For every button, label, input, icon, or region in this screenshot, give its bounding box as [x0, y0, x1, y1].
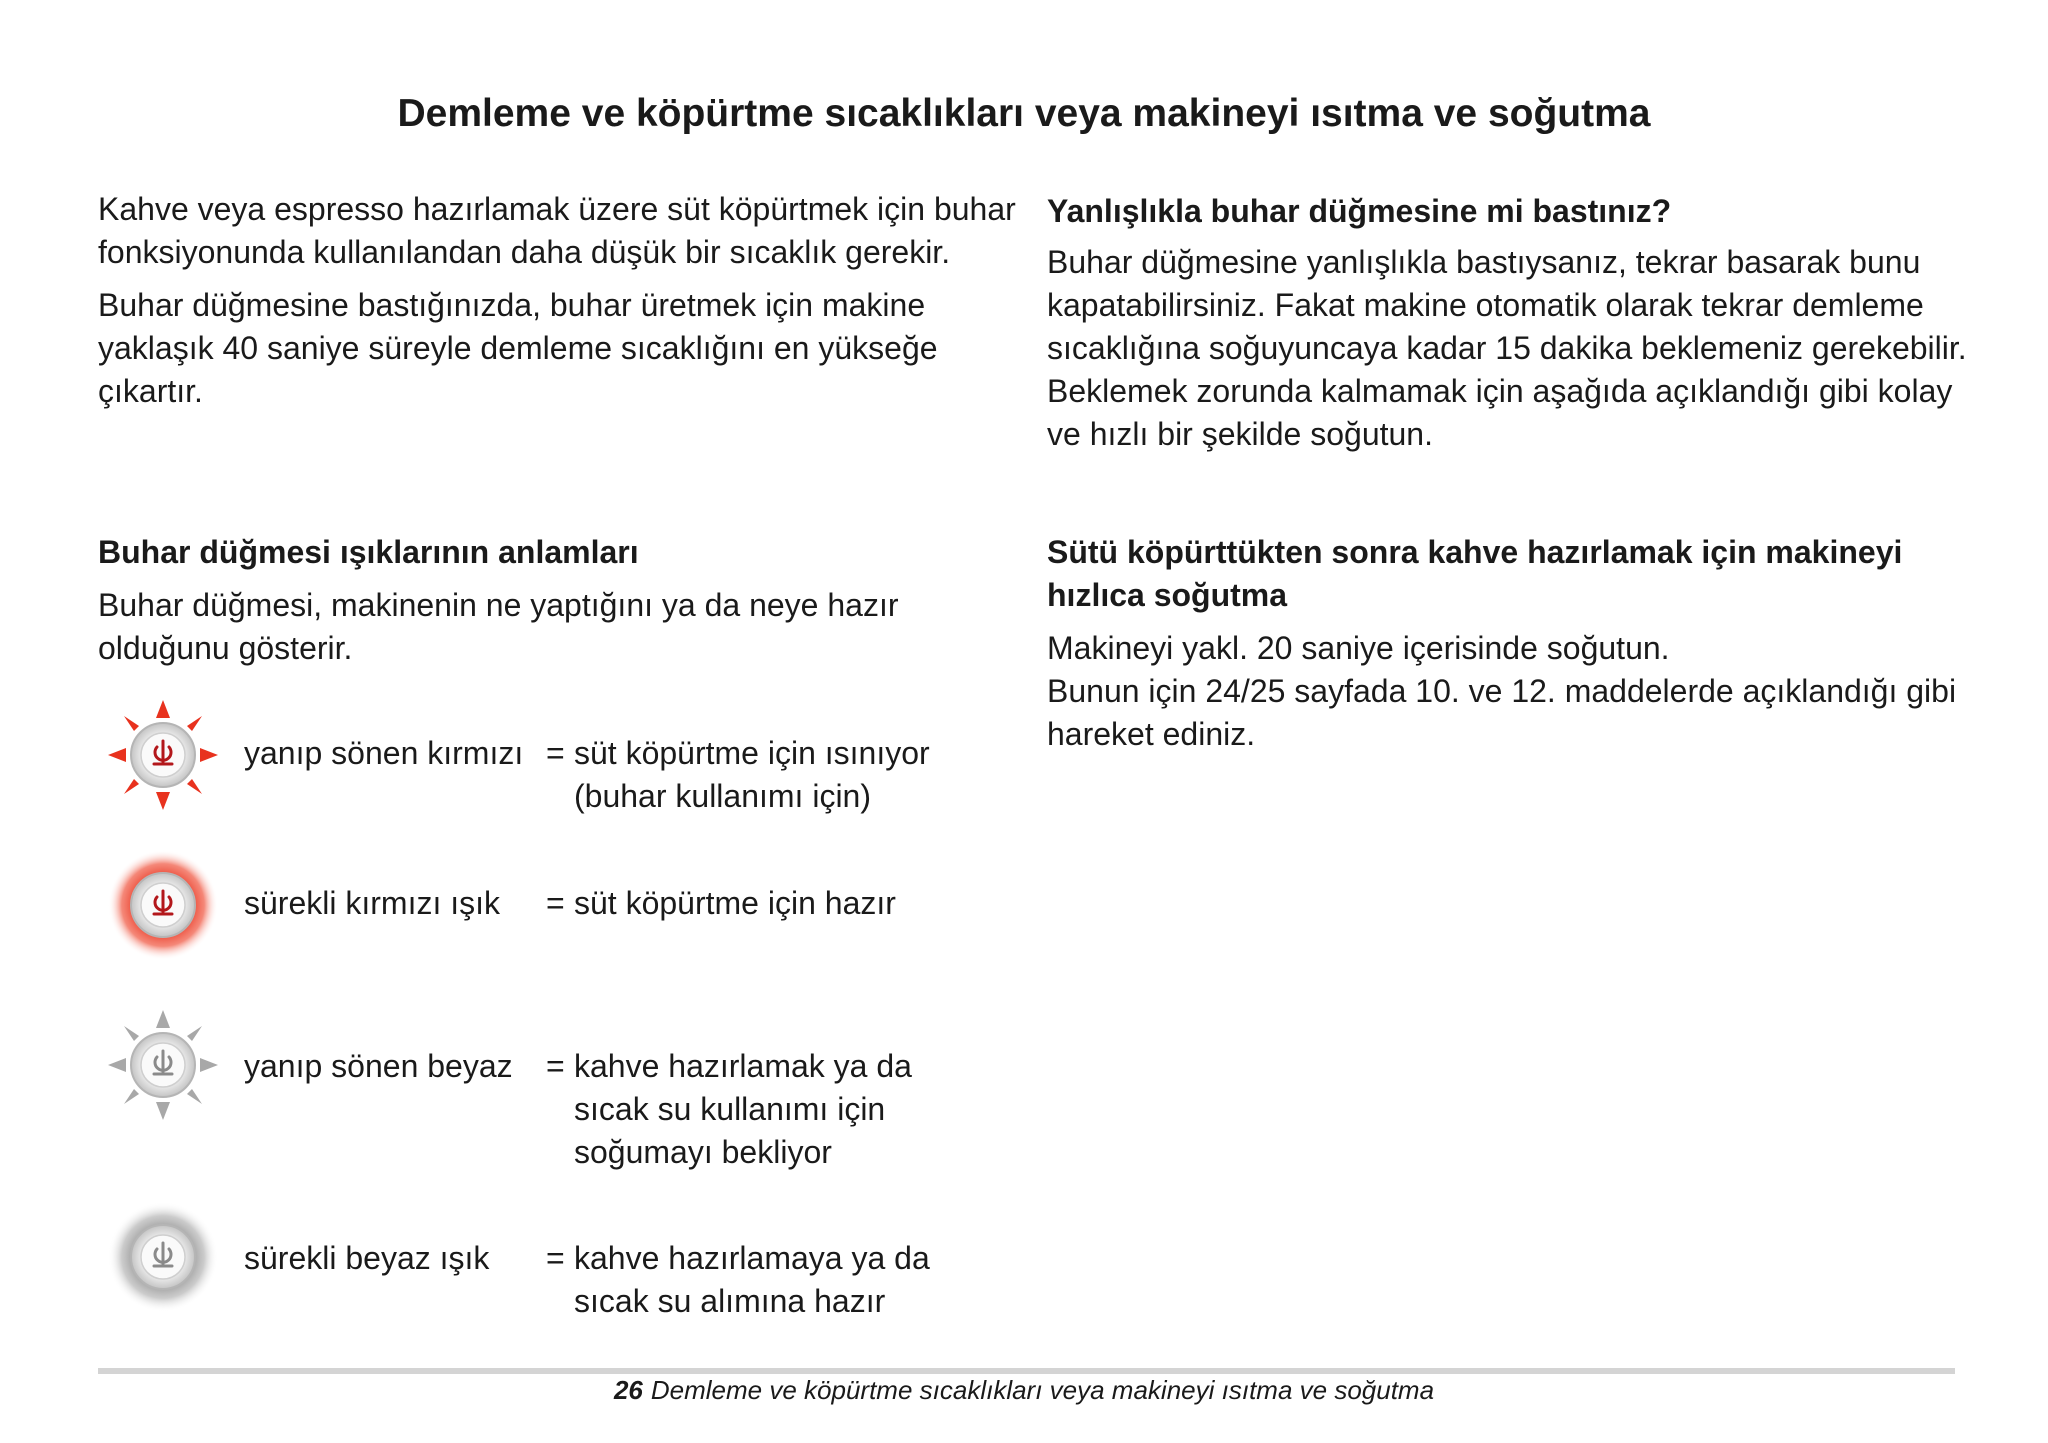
steam-button-steady-white-icon [108, 1202, 218, 1312]
accidental-press-paragraph: Buhar düğmesine yanlışlıkla bastıysanız, tekrar basarak bunu kapatabilirsiniz. Fakat makine otomatik olarak tekrar demleme sıcaklığına soğuyuncaya kadar 15 dakika beklemeniz gerekebilir. Beklemek zorunda kalmamak için aşağıda açıklandığı gibi kolay ve hızlı bir şekilde soğutun. [1047, 244, 1967, 452]
quick-cool-section [1047, 531, 1987, 766]
legend-label: sürekli kırmızı ışık [244, 885, 501, 921]
legend-label: yanıp sönen beyaz [244, 1048, 513, 1084]
legend-row-steady-white [98, 1202, 1018, 1322]
legend-row-flashing-red [98, 700, 1018, 820]
legend-description: kahve hazırlamak ya da sıcak su kullanımı için soğumayı bekliyor [574, 1048, 912, 1170]
legend-equals: = [546, 885, 565, 921]
light-meaning-paragraph: Buhar düğmesi, makinenin ne yaptığını ya da neye hazır olduğunu gösterir. [98, 587, 899, 666]
light-meaning-title: Buhar düğmesi ışıklarının anlamları [98, 534, 639, 570]
light-meaning-section [98, 531, 1018, 680]
accidental-press-section [1047, 190, 1987, 466]
legend-label: sürekli beyaz ışık [244, 1240, 490, 1276]
intro-paragraph-2: Buhar düğmesine bastığınızda, buhar üretmek için makine yaklaşık 40 saniye süreyle demleme sıcaklığını en yükseğe çıkartır. [98, 287, 938, 409]
legend-row-steady-red [98, 850, 1018, 970]
quick-cool-title: Sütü köpürttükten sonra kahve hazırlamak için makineyi hızlıca soğutma [1047, 534, 1903, 613]
steam-button-flashing-white-icon [108, 1010, 218, 1120]
page-number: 26 [613, 1375, 643, 1405]
intro-section [98, 188, 1018, 423]
quick-cool-paragraph-1: Makineyi yakl. 20 saniye içerisinde soğutun. [1047, 630, 1670, 666]
footer-title: Demleme ve köpürtme sıcaklıkları veya makineyi ısıtma ve soğutma [650, 1375, 1435, 1405]
legend-description: kahve hazırlamaya ya da sıcak su alımına hazır [574, 1240, 930, 1319]
legend-row-flashing-white [98, 1010, 1018, 1170]
legend-equals: = [546, 735, 565, 771]
legend-equals: = [546, 1240, 565, 1276]
legend-description: süt köpürtme için hazır [574, 885, 896, 921]
intro-paragraph-1: Kahve veya espresso hazırlamak üzere süt köpürtmek için buhar fonksiyonunda kullanılandan daha düşük bir sıcaklık gerekir. [98, 191, 1016, 270]
quick-cool-paragraph-2: Bunun için 24/25 sayfada 10. ve 12. maddelerde açıklandığı gibi hareket ediniz. [1047, 673, 1957, 752]
accidental-press-title: Yanlışlıkla buhar düğmesine mi bastınız? [1047, 193, 1672, 229]
steam-button-steady-red-icon [108, 850, 218, 960]
page-footer [0, 1372, 2048, 1408]
page-title: Demleme ve köpürtme sıcaklıkları veya makineyi ısıtma ve soğutma [397, 92, 1651, 135]
legend-label: yanıp sönen kırmızı [244, 735, 524, 771]
legend-description: süt köpürtme için ısınıyor (buhar kullanımı için) [574, 735, 930, 814]
legend-equals: = [546, 1048, 565, 1084]
steam-button-flashing-red-icon [108, 700, 218, 810]
